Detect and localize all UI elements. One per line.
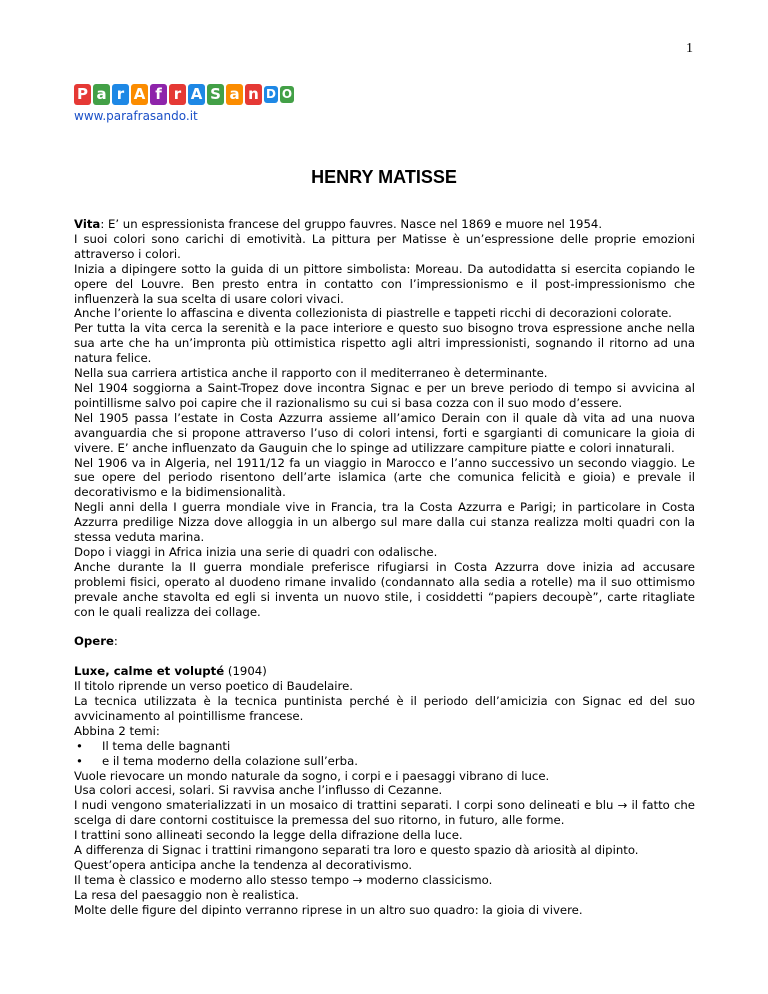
vita-line: I suoi colori sono carichi di emotività. La pittura per Matisse è un’espressione delle proprie emozioni attraverso i colori.: [74, 231, 695, 261]
vita-line: Inizia a dipingere sotto la guida di un pittore simbolista: Moreau. Da autodidatta si esercita copiando le opere del Louvre. Ben presto entra in contatto con l’impressionismo e il post-impressionismo che influenzerà la sua scelta di usare colori vivaci.: [74, 261, 695, 306]
work-line: Abbina 2 temi:: [74, 723, 160, 738]
work-line: A differenza di Signac i trattini rimangono separati tra loro e questo spazio dà ariosità al dipinto.: [74, 843, 639, 858]
spacer: [74, 649, 695, 664]
work-line: Quest’opera anticipa anche la tendenza al decorativismo.: [74, 857, 413, 872]
logo-letter-tile: O: [281, 87, 293, 101]
vita-line: Negli anni della I guerra mondiale vive in Francia, tra la Costa Azzurra e Parigi; in particolare in Costa Azzurra predilige Nizza dove alloggia in un albergo sul mare dalla cui stanza realizza molti quadri con la stessa veduta marina.: [74, 500, 695, 545]
vita-paragraph: [74, 217, 695, 232]
work-line: La resa del paesaggio non è realistica.: [74, 887, 299, 902]
logo-letter-tile: A: [131, 84, 148, 105]
document-body: [74, 217, 695, 918]
vita-line: Anche durante la II guerra mondiale preferisce rifugiarsi in Costa Azzurra dove inizia ad accusare problemi fisici, operato al duodeno rimane invalido (condannato alla sedia a rotelle) ma il suo ottimismo prevale anche stavolta ed egli si inventa un nuovo stile, i cosiddetti “papiers decoupè”, carte ritagliate con le quali realizza dei collage.: [74, 559, 695, 619]
work-line: Usa colori accesi, solari. Si ravvisa anche l’influsso di Cezanne.: [74, 783, 443, 798]
logo-letter-tile: f: [150, 84, 167, 105]
work-year: (1904): [224, 664, 267, 679]
work-line: Vuole rievocare un mondo naturale da sogno, i corpi e i paesaggi vibrano di luce.: [74, 768, 550, 783]
logo-letter-tile: A: [188, 84, 205, 105]
work-line: I trattini sono allineati secondo la legge della difrazione della luce.: [74, 828, 463, 843]
parafrasando-logo: [74, 84, 294, 105]
vita-line: Anche l’oriente lo affascina e diventa collezionista di piastrelle e tappeti ricchi di decorazioni colorate.: [74, 306, 672, 321]
vita-line: Nel 1904 soggiorna a Saint-Tropez dove incontra Signac e per un breve periodo di tempo si avvicina al pointillisme salvo poi capire che il razionalismo su cui si basa cozza con il suo modo d’essere.: [74, 380, 695, 410]
page-number: 1: [686, 41, 693, 56]
logo-letter-tile: D: [264, 86, 278, 103]
opere-heading: [74, 634, 695, 649]
work-line: Molte delle figure del dipinto verranno riprese in un altro suo quadro: la gioia di vivere.: [74, 902, 583, 917]
list-item: • e il tema moderno della colazione sull’erba.: [74, 754, 695, 769]
logo-letter-tile: S: [207, 84, 224, 105]
spacer: [74, 619, 695, 634]
work-line: Il tema è classico e moderno allo stesso tempo → moderno classicismo.: [74, 872, 493, 887]
site-url[interactable]: www.parafrasando.it: [74, 109, 198, 123]
opere-suffix: :: [113, 634, 118, 649]
list-item: • Il tema delle bagnanti: [74, 739, 695, 754]
vita-line: Nel 1905 passa l’estate in Costa Azzurra assieme all’amico Derain con il quale dà vita ad una nuova avanguardia che si propone attraverso l’uso di colori intensi, forti e sgargianti di comunicare la gioia di vivere. E’ anche influenzato da Gauguin che lo spinge ad utilizzare campiture piatte e colori innaturali.: [74, 410, 695, 455]
vita-line: Per tutta la vita cerca la serenità e la pace interiore e questo suo bisogno trova espressione anche nella sua arte che ha un’impronta più ottimistica rispetto agli altri impressionisti, sognando il ritorno ad una natura felice.: [74, 321, 695, 366]
work-heading: [74, 664, 695, 679]
logo-letter-tile: P: [74, 84, 91, 105]
vita-line: : E’ un espressionista francese del gruppo fauvres. Nasce nel 1869 e muore nel 1954.: [100, 217, 603, 231]
work-title: Luxe, calme et volupté: [74, 664, 225, 679]
logo-letter-tile: r: [169, 84, 186, 105]
logo-letter-tile: n: [245, 84, 262, 105]
vita-label: Vita: [74, 217, 101, 231]
vita-line: Nel 1906 va in Algeria, nel 1911/12 fa un viaggio in Marocco e l’anno successivo un secondo viaggio. Le sue opere del periodo risentono dell’arte islamica (arte che comunica felicità e gioia) e prevale il decorativismo e la bidimensionalità.: [74, 455, 695, 500]
themes-list: [74, 739, 695, 769]
logo-letter-tile: r: [112, 84, 129, 105]
work-line: Il titolo riprende un verso poetico di Baudelaire.: [74, 679, 353, 694]
document-title: HENRY MATISSE: [311, 167, 457, 187]
work-line: La tecnica utilizzata è la tecnica puntinista perché è il periodo dell’amicizia con Signac ed del suo avvicinamento al pointillisme francese.: [74, 693, 695, 723]
work-line: I nudi vengono smaterializzati in un mosaico di trattini separati. I corpi sono delineati e blu → il fatto che scelga di dare contorni costituisce la premessa del suo ritorno, in futuro, alle forme.: [74, 798, 695, 828]
logo-letter-tile: a: [93, 84, 110, 105]
opere-label: Opere: [74, 634, 114, 649]
vita-line: Nella sua carriera artistica anche il rapporto con il mediterraneo è determinante.: [74, 366, 548, 381]
logo-letter-tile: a: [226, 84, 243, 105]
vita-line: Dopo i viaggi in Africa inizia una serie di quadri con odalische.: [74, 544, 438, 559]
